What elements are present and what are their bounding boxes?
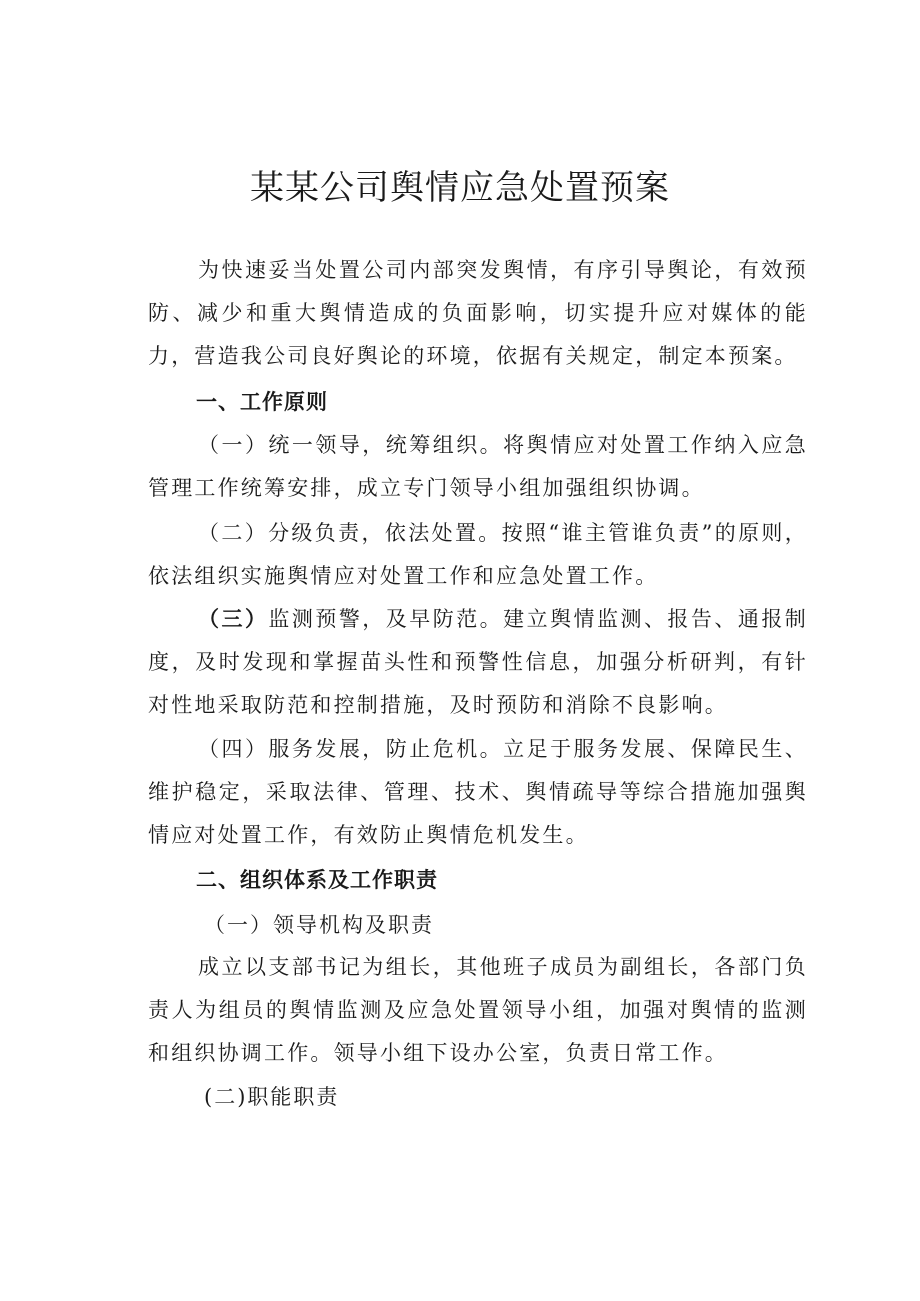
principle-4-label: （四） — [198, 737, 269, 761]
principle-4-paragraph — [148, 728, 808, 857]
section-1-heading: 一、工作原则 — [196, 390, 328, 414]
section-2-sub-2-heading: (二)职能职责 — [204, 1085, 340, 1109]
document-title: 某某公司舆情应急处置预案 — [250, 168, 670, 208]
principle-1-label: （一） — [198, 433, 269, 457]
principle-1-paragraph — [148, 424, 808, 510]
principle-3-text: 监测预警，及早防范。建立舆情监测、报告、通报制度，及时发现和掌握苗头性和预警性信息，加强分析研判，有针对性地采取防范和控制措施，及时预防和消除不良影响。 — [148, 607, 808, 717]
principle-1-text: 统一领导，统筹组织。将舆情应对处置工作纳入应急管理工作统筹安排，成立专门领导小组加强组织协调。 — [148, 433, 808, 500]
principle-3-label: （三） — [198, 607, 269, 631]
principle-2-label: （二） — [198, 521, 269, 545]
principle-3-paragraph — [148, 598, 808, 727]
principle-4-text: 服务发展，防止危机。立足于服务发展、保障民生、维护稳定，采取法律、管理、技术、舆情疏导等综合措施加强舆情应对处置工作，有效防止舆情危机发生。 — [148, 737, 808, 847]
section-2-sub-1-heading: （一）领导机构及职责 — [204, 913, 434, 937]
principle-2-paragraph — [148, 512, 808, 598]
section-2-sub-1-paragraph: 成立以支部书记为组长，其他班子成员为副组长，各部门负责人为组员的舆情监测及应急处置领导小组，加强对舆情的监测和组织协调工作。领导小组下设办公室，负责日常工作。 — [148, 955, 808, 1065]
principle-2-text: 分级负责，依法处置。按照“谁主管谁负责”的原则，依法组织实施舆情应对处置工作和应急处置工作。 — [148, 521, 808, 588]
section-2-heading: 二、组织体系及工作职责 — [196, 868, 438, 892]
intro-paragraph: 为快速妥当处置公司内部突发舆情，有序引导舆论，有效预防、减少和重大舆情造成的负面影响，切实提升应对媒体的能力，营造我公司良好舆论的环境，依据有关规定，制定本预案。 — [148, 258, 808, 368]
